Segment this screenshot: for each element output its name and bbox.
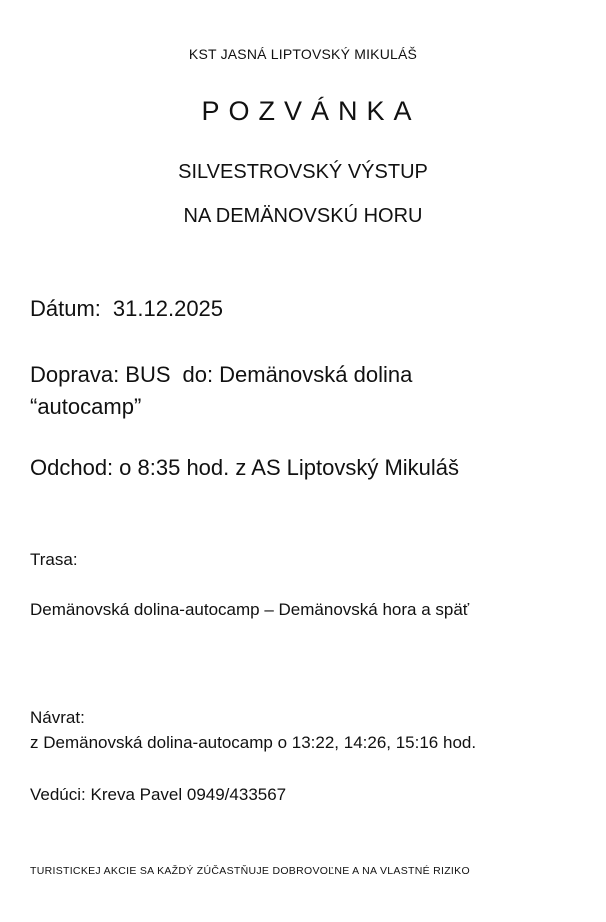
transport-mode: BUS	[125, 362, 171, 387]
departure-row	[30, 455, 459, 481]
event-subtitle-line-1: SILVESTROVSKÝ VÝSTUP	[178, 161, 428, 183]
departure-place: Liptovský Mikuláš	[286, 455, 460, 480]
route-text: Demänovská dolina-autocamp – Demänovská hora a späť	[30, 600, 470, 619]
transport-label: Doprava:	[30, 362, 120, 387]
transport-row	[30, 362, 412, 388]
event-subtitle-line-2: NA DEMÄNOVSKÚ HORU	[183, 205, 423, 227]
club-name: KST JASNÁ LIPTOVSKÝ MIKULÁŠ	[188, 46, 418, 62]
route-label: Trasa:	[30, 550, 78, 569]
date-label: Dátum:	[30, 296, 101, 321]
departure-time: o 8:35 hod. z AS	[119, 455, 281, 480]
footer-disclaimer: TURISTICKEJ AKCIE SA KAŽDÝ ZÚČASTŇUJE DOBROVOĽNE A NA VLASTNÉ RIZIKO	[30, 865, 470, 877]
transport-destination-line-2: “autocamp”	[30, 394, 142, 419]
departure-label: Odchod:	[30, 455, 114, 480]
return-text: z Demänovská dolina-autocamp o 13:22, 14:26, 15:16 hod.	[30, 733, 477, 752]
return-label: Návrat:	[30, 708, 85, 727]
transport-destination: Demänovská dolina	[219, 362, 413, 387]
page-title: POZVÁNKA	[201, 96, 421, 126]
leader-info: Vedúci: Kreva Pavel 0949/433567	[30, 785, 287, 804]
date-value: 31.12.2025	[112, 296, 224, 321]
transport-to-label: do:	[182, 362, 214, 387]
date-row	[30, 296, 223, 322]
